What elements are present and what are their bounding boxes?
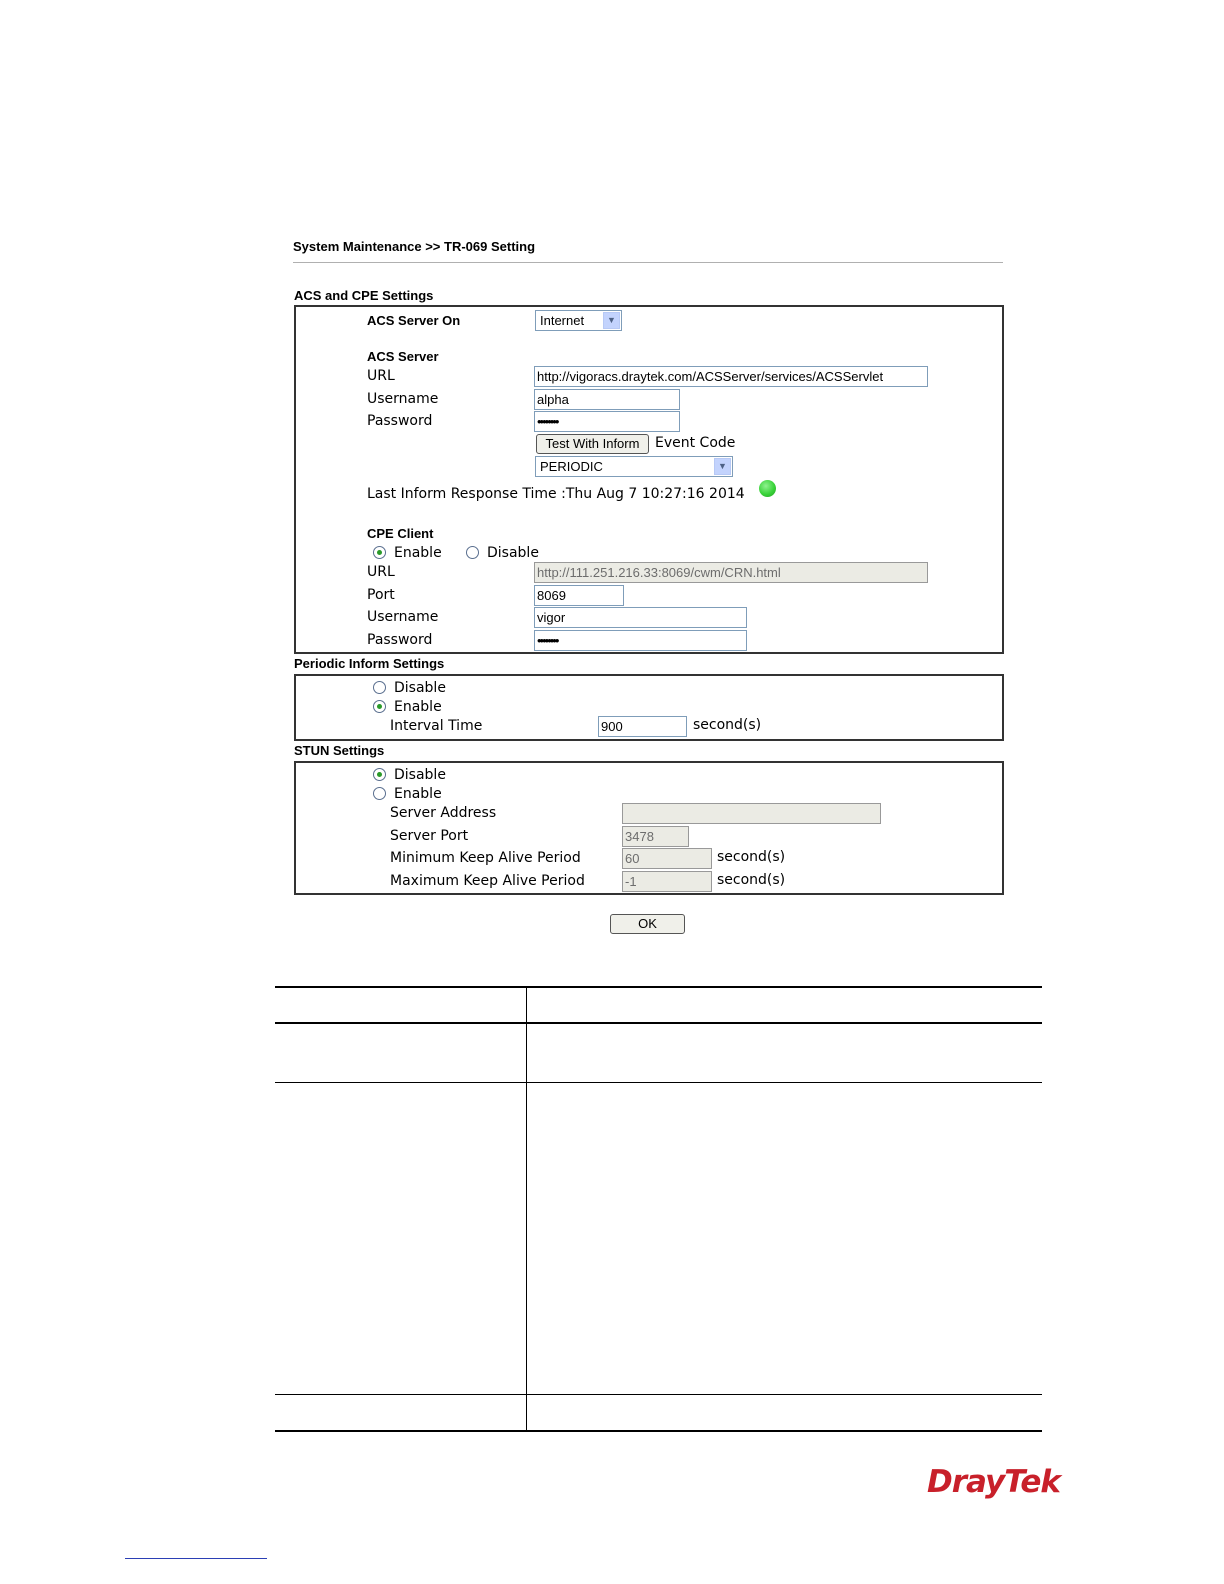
server-port-input[interactable]: 3478	[622, 826, 689, 847]
table-column-divider	[526, 987, 527, 1431]
periodic-disable-label: Disable	[394, 680, 446, 696]
table-top-border	[275, 986, 1042, 988]
acs-username-label: Username	[367, 391, 439, 407]
acs-password-input[interactable]: ••••••••	[534, 411, 680, 432]
stun-enable-radio[interactable]	[373, 787, 386, 800]
acs-server-on-select[interactable]	[535, 310, 622, 331]
acs-url-input[interactable]: http://vigoracs.draytek.com/ACSServer/services/ACSServlet	[534, 366, 928, 387]
max-keep-alive-label: Maximum Keep Alive Period	[390, 873, 585, 889]
cpe-username-input[interactable]: vigor	[534, 607, 747, 628]
periodic-enable-label: Enable	[394, 699, 442, 715]
interval-time-input[interactable]: 900	[598, 716, 687, 737]
acs-password-label: Password	[367, 413, 433, 429]
max-keep-alive-unit: second(s)	[717, 872, 786, 888]
cpe-disable-radio[interactable]	[466, 546, 479, 559]
draytek-logo: DrayTek	[927, 1464, 1060, 1500]
periodic-disable-radio[interactable]	[373, 681, 386, 694]
acs-server-on-value: Internet	[540, 313, 585, 328]
stun-disable-label: Disable	[394, 767, 446, 783]
chevron-down-icon: ▼	[603, 312, 620, 329]
periodic-enable-radio[interactable]	[373, 700, 386, 713]
min-keep-alive-unit: second(s)	[717, 849, 786, 865]
ok-button[interactable]: OK	[610, 914, 685, 934]
cpe-port-input[interactable]: 8069	[534, 585, 624, 606]
acs-url-label: URL	[367, 368, 395, 384]
event-code-value: PERIODIC	[540, 459, 603, 474]
status-indicator-icon	[759, 480, 776, 497]
chevron-down-icon: ▼	[714, 458, 731, 475]
last-inform-text: Last Inform Response Time :Thu Aug 7 10:27:16 2014	[367, 486, 745, 502]
cpe-enable-radio[interactable]	[373, 546, 386, 559]
title-divider	[293, 262, 1003, 263]
acs-server-heading: ACS Server	[367, 349, 439, 364]
acs-server-on-label: ACS Server On	[367, 313, 461, 328]
cpe-password-label: Password	[367, 632, 433, 648]
table-row-border	[275, 1082, 1042, 1083]
acs-cpe-section-title: ACS and CPE Settings	[294, 288, 434, 303]
cpe-port-label: Port	[367, 587, 395, 603]
acs-username-input[interactable]: alpha	[534, 389, 680, 410]
stun-section-title: STUN Settings	[294, 743, 385, 758]
event-code-select[interactable]	[535, 456, 733, 477]
interval-unit: second(s)	[693, 717, 762, 733]
table-header-border	[275, 1022, 1042, 1024]
server-address-input[interactable]	[622, 803, 881, 824]
cpe-disable-label: Disable	[487, 545, 539, 561]
min-keep-alive-label: Minimum Keep Alive Period	[390, 850, 581, 866]
periodic-section-title: Periodic Inform Settings	[294, 656, 445, 671]
server-address-label: Server Address	[390, 805, 497, 821]
event-code-label: Event Code	[655, 435, 736, 451]
max-keep-alive-input[interactable]: -1	[622, 871, 712, 892]
stun-disable-radio[interactable]	[373, 768, 386, 781]
cpe-client-heading: CPE Client	[367, 526, 434, 541]
cpe-url-label: URL	[367, 564, 395, 580]
test-with-inform-button[interactable]: Test With Inform	[536, 434, 649, 454]
footer-rule	[125, 1558, 267, 1559]
interval-time-label: Interval Time	[390, 718, 483, 734]
cpe-username-label: Username	[367, 609, 439, 625]
page-title: System Maintenance >> TR-069 Setting	[293, 239, 536, 254]
min-keep-alive-input[interactable]: 60	[622, 848, 712, 869]
cpe-url-input[interactable]: http://111.251.216.33:8069/cwm/CRN.html	[534, 562, 928, 583]
cpe-enable-label: Enable	[394, 545, 442, 561]
server-port-label: Server Port	[390, 828, 469, 844]
table-row-border	[275, 1394, 1042, 1395]
table-bottom-border	[275, 1430, 1042, 1432]
stun-enable-label: Enable	[394, 786, 442, 802]
cpe-password-input[interactable]: ••••••••	[534, 630, 747, 651]
